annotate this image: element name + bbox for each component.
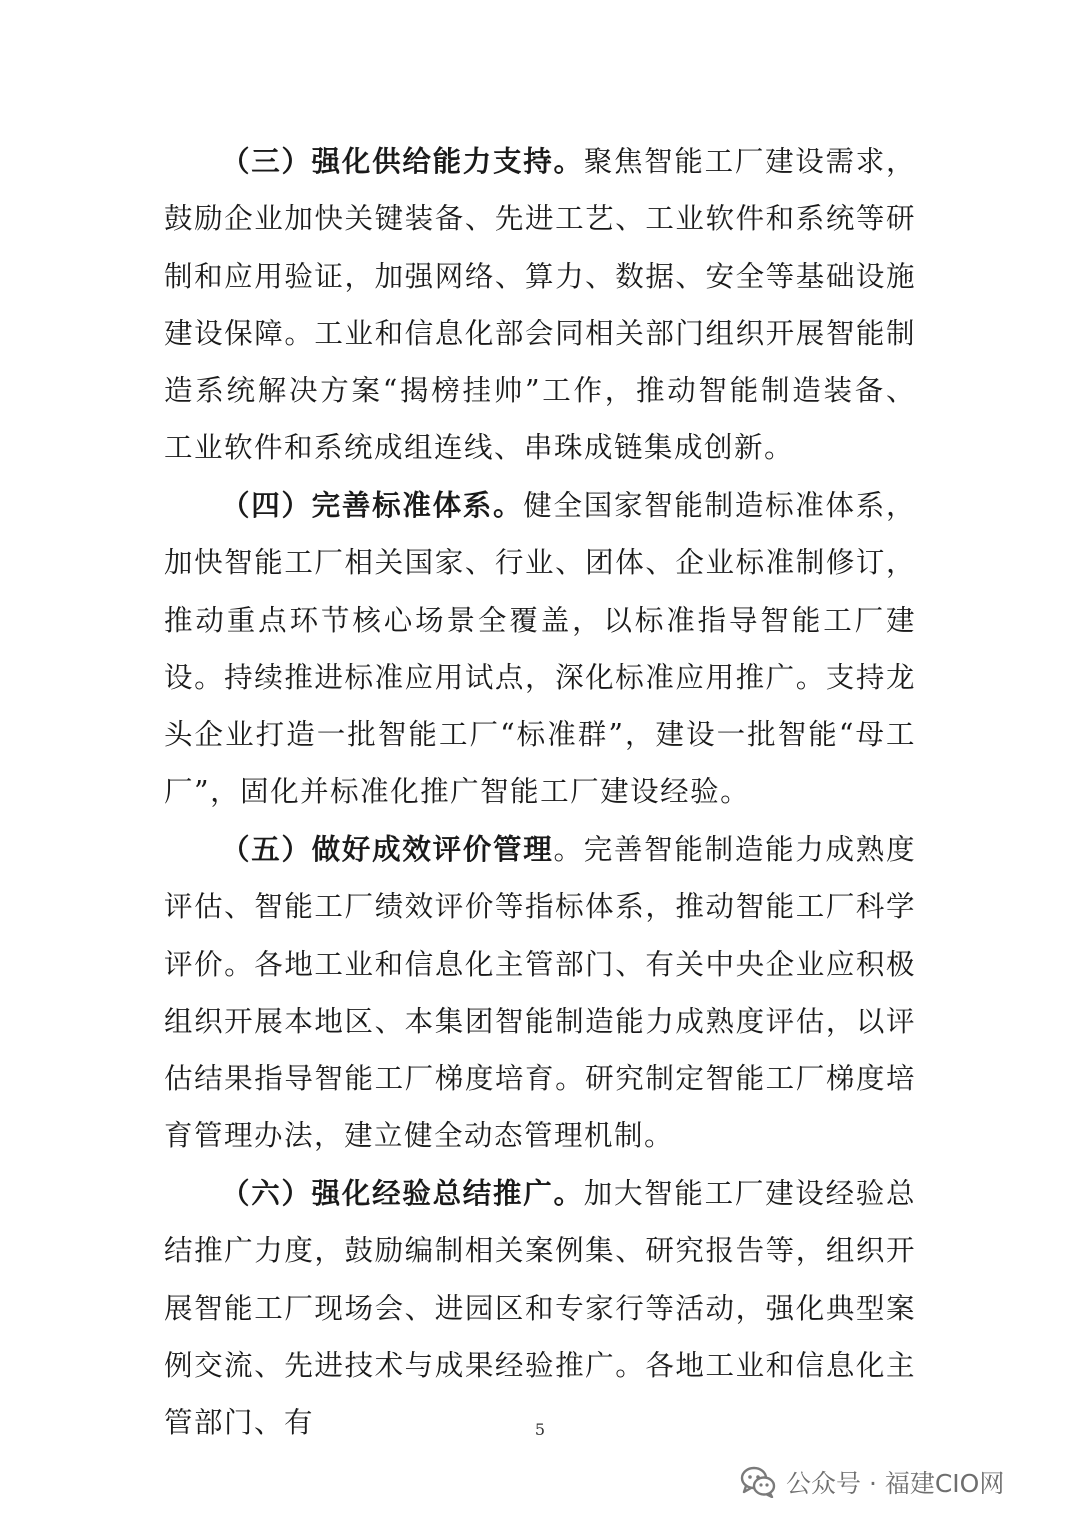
paragraph-heading: （六）强化经验总结推广。 xyxy=(221,1176,584,1210)
paragraph-standard-system xyxy=(164,477,916,821)
watermark-text: 公众号 · 福建CIO网 xyxy=(786,1469,1005,1498)
paragraph-heading: （四）完善标准体系。 xyxy=(221,488,524,522)
paragraph-supply-capability xyxy=(164,133,916,477)
paragraph-body: 。完善智能制造能力成熟度评估、智能工厂绩效评价等指标体系，推动智能工厂科学评价。各地工业和信息化主管部门、有关中央企业应积极组织开展本地区、本集团智能制造能力成熟度评估，以评估结果指导智能工厂梯度培育。研究制定智能工厂梯度培育管理办法，建立健全动态管理机制。 xyxy=(164,833,916,1153)
paragraph-heading: （五）做好成效评价管理 xyxy=(221,832,554,866)
watermark xyxy=(740,1462,1004,1502)
paragraph-heading: （三）强化供给能力支持。 xyxy=(221,144,584,178)
wechat-icon xyxy=(740,1466,776,1498)
paragraph-body: 聚焦智能工厂建设需求，鼓励企业加快关键装备、先进工艺、工业软件和系统等研制和应用验证，加强网络、算力、数据、安全等基础设施建设保障。工业和信息化部会同相关部门组织开展智能制造系统解决方案“揭榜挂帅”工作，推动智能制造装备、工业软件和系统成组连线、串珠成链集成创新。 xyxy=(164,145,916,465)
paragraph-experience-promotion xyxy=(164,1165,916,1451)
paragraph-body: 加大智能工厂建设经验总结推广力度，鼓励编制相关案例集、研究报告等，组织开展智能工厂现场会、进园区和专家行等活动，强化典型案例交流、先进技术与成果经验推广。各地工业和信息化主管部门、有 xyxy=(164,1177,916,1440)
page-number: 5 xyxy=(534,1420,546,1439)
paragraph-body: 健全国家智能制造标准体系，加快智能工厂相关国家、行业、团体、企业标准制修订，推动重点环节核心场景全覆盖，以标准指导智能工厂建设。持续推进标准应用试点，深化标准应用推广。支持龙头企业打造一批智能工厂“标准群”，建设一批智能“母工厂”，固化并标准化推广智能工厂建设经验。 xyxy=(164,489,916,809)
paragraph-evaluation-management xyxy=(164,821,916,1165)
